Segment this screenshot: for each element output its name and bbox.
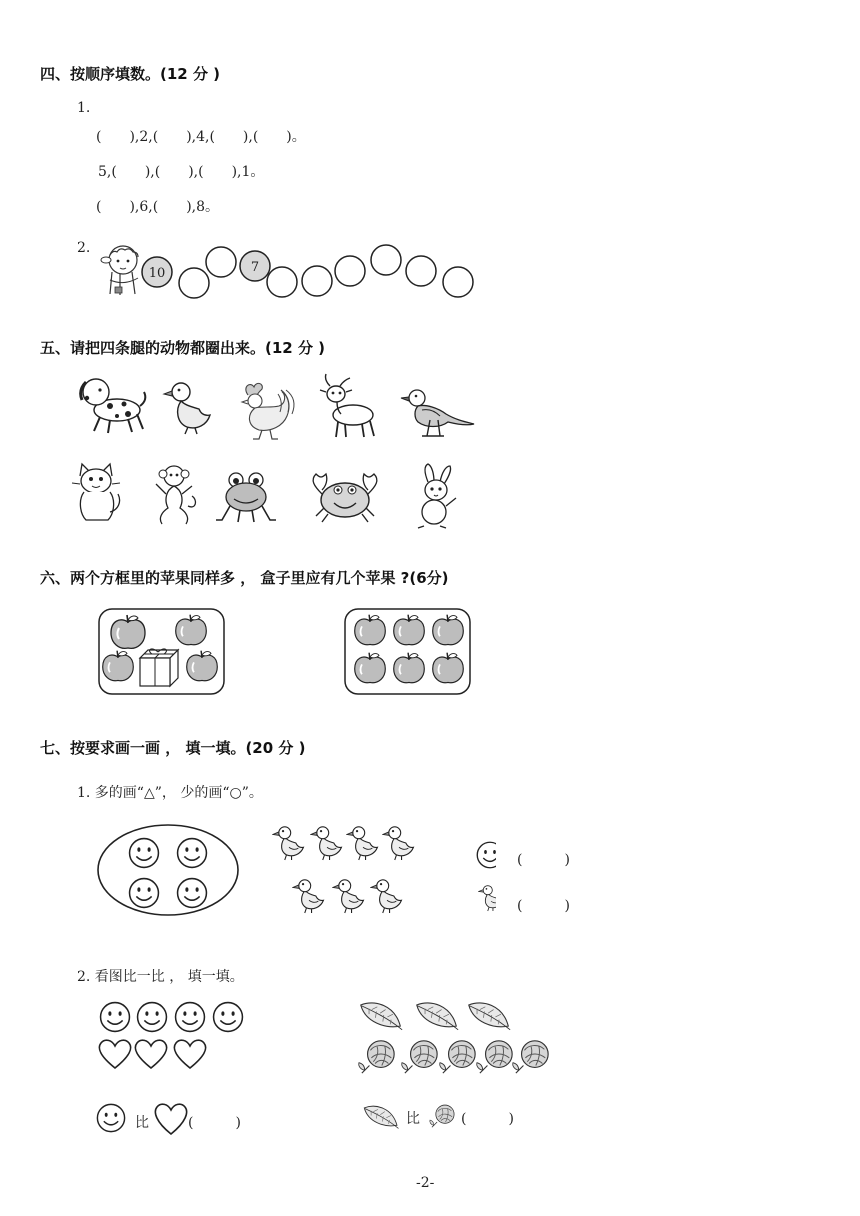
leaf-icon (469, 1003, 510, 1030)
rooster-icon (242, 383, 294, 439)
sequence-circle (371, 245, 401, 275)
heart-icon (155, 1104, 186, 1134)
rabbit-icon (418, 464, 456, 528)
circle-sequence-figure (100, 240, 476, 302)
monkey-icon (156, 466, 195, 524)
leaf-icon (364, 1106, 398, 1128)
answer-blank-left[interactable]: ( ) (188, 1115, 241, 1131)
rose-icon (402, 1041, 437, 1073)
duck-icon (383, 827, 414, 860)
section7-heading: 七、按要求画一画 ， 填一填。(20 分 ) (40, 739, 306, 757)
leaf-icon (361, 1003, 402, 1030)
cat-icon (72, 464, 120, 520)
heart-icon (135, 1040, 166, 1068)
smiles-ducks-figure (96, 815, 496, 920)
smiley-icon (477, 842, 496, 868)
q7-1-instruction: 1. 多的画“△”， 少的画“○”。 (77, 785, 263, 801)
heart-icon (174, 1040, 205, 1068)
answer-blank-right[interactable]: ( ) (461, 1111, 514, 1127)
sequence-circle (443, 267, 473, 297)
section6-heading: 六、两个方框里的苹果同样多 ， 盒子里应有几个苹果 ?(6分) (40, 569, 449, 587)
sequence-circle (206, 247, 236, 277)
sequence-circle-label: 7 (250, 260, 260, 275)
sequence-circle (335, 256, 365, 286)
answer-blank-duck[interactable]: ( ) (517, 898, 570, 914)
duck-icon (273, 827, 304, 860)
apple-boxes-figure (96, 605, 476, 700)
sequence-circle-label: 10 (148, 266, 166, 281)
smiley-icon (97, 1104, 124, 1131)
answer-blank-smiley[interactable]: ( ) (517, 852, 570, 868)
frog-icon (216, 473, 276, 522)
smiley-icon (130, 839, 159, 868)
leaf-icon (417, 1003, 458, 1030)
rose-icon (513, 1041, 548, 1073)
sequence-circle (406, 256, 436, 286)
lamb-icon (101, 246, 138, 295)
sequence-line-3: ( ),6,( ),8。 (96, 199, 220, 215)
duck-icon (479, 886, 496, 911)
animals-figure (70, 370, 490, 535)
smiley-icon (214, 1003, 243, 1032)
rose-icon (477, 1041, 512, 1073)
page-number: -2- (416, 1175, 435, 1191)
smiley-icon (176, 1003, 205, 1032)
duck-icon (347, 827, 378, 860)
dog-icon (81, 379, 146, 433)
smiley-icon (138, 1003, 167, 1032)
goat-icon (320, 374, 374, 437)
smiley-oval (98, 825, 238, 915)
duck-icon (293, 880, 324, 913)
section5-heading: 五、请把四条腿的动物都圈出来。(12 分 ) (40, 339, 326, 357)
sequence-circle (179, 268, 209, 298)
sequence-circle (302, 266, 332, 296)
compare-word-right: 比 (406, 1111, 420, 1127)
bird-icon (401, 390, 474, 436)
duck-icon (311, 827, 342, 860)
gift-box-icon (140, 649, 178, 686)
rose-icon (359, 1041, 394, 1073)
sequence-circle (267, 267, 297, 297)
sequence-line-1: ( ),2,( ),4,( ),( )。 (96, 129, 306, 145)
duck-icon (371, 880, 402, 913)
section4-heading: 四、按顺序填数。(12 分 ) (40, 65, 221, 83)
sequence-line-2: 5,( ),( ),( ),1。 (98, 164, 265, 180)
duck-icon (333, 880, 364, 913)
rose-icon (440, 1041, 475, 1073)
heart-icon (99, 1040, 130, 1068)
smiley-icon (178, 879, 207, 908)
q1-number: 1. (77, 100, 91, 116)
compare-word-left: 比 (135, 1115, 149, 1131)
smiley-icon (130, 879, 159, 908)
rose-icon (430, 1105, 454, 1127)
smiley-icon (101, 1003, 130, 1032)
duck-icon (164, 383, 210, 434)
q2-number: 2. (77, 240, 91, 256)
crab-icon (313, 474, 377, 522)
q7-2-instruction: 2. 看图比一比 ， 填一填。 (77, 969, 244, 985)
smiley-icon (178, 839, 207, 868)
